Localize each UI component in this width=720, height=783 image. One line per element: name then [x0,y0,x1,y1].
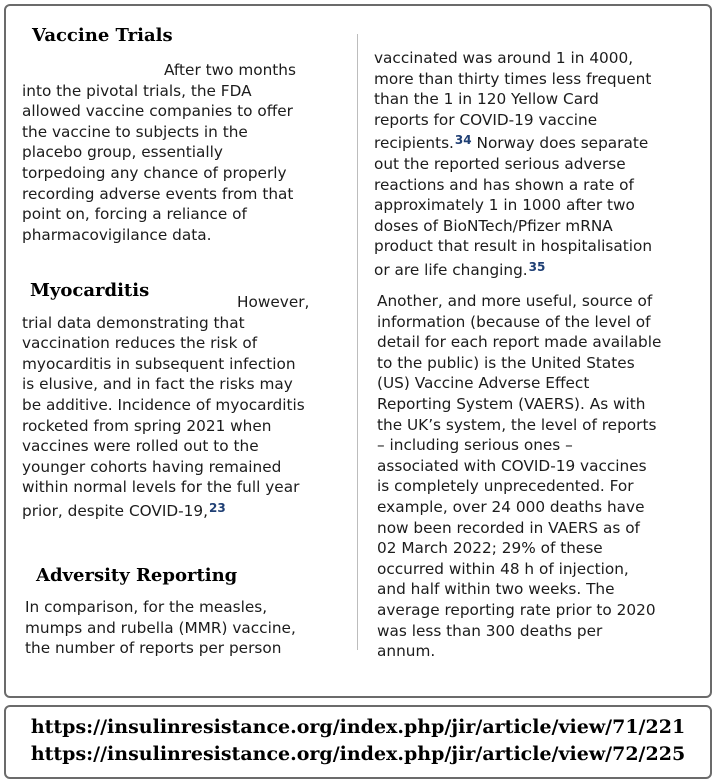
text-line: younger cohorts having remained [22,457,282,476]
reference-35-link[interactable]: 35 [528,259,546,274]
text-line: point on, forcing a reliance of [22,205,247,224]
heading-vaccine-trials: Vaccine Trials [32,25,173,46]
reference-23-link[interactable]: 23 [209,500,226,515]
text-line: now been recorded in VAERS as of [377,518,640,537]
text-line: average reporting rate prior to 2020 [377,600,656,619]
text-line: more than thirty times less frequent [374,69,652,88]
text-line: approximately 1 in 1000 after two [374,196,635,215]
text-line: occurred within 48 h of injection, [377,559,629,578]
text-line: mumps and rubella (MMR) vaccine, [25,618,296,637]
text-line: After two months [164,61,296,79]
paragraph-vaccine-trials [22,60,352,245]
text-line: the number of reports per person [25,639,282,658]
text-line: and half within two weeks. The [377,580,615,599]
text-line: out the reported serious adverse [374,154,626,173]
text-line: was less than 300 deaths per [377,621,603,640]
text-line: to the public) is the United States [377,353,635,372]
text-line: associated with COVID-19 vaccines [377,456,647,475]
text-line: the UK’s system, the level of reports [377,415,657,434]
paragraph-myocarditis [22,292,356,522]
heading-adversity-reporting: Adversity Reporting [36,565,238,586]
text-line: vaccinated was around 1 in 4000, [374,49,634,67]
text-line: doses of BioNTech/Pfizer mRNA [374,216,613,235]
text-line: than the 1 in 120 Yellow Card [374,90,599,109]
text-line: torpedoing any chance of properly [22,163,287,182]
text-line: the vaccine to subjects in the [22,122,248,141]
paragraph-adversity-reporting [25,597,355,659]
reference-34-link[interactable]: 34 [454,133,472,148]
text-line: example, over 24 000 deaths have [377,497,645,516]
text-line [374,130,704,154]
column-divider [357,34,358,650]
text-line: rocketed from spring 2021 when [22,416,272,435]
text-line: within normal levels for the full year [22,478,300,497]
source-footer [4,705,712,779]
text-line: However, [237,293,310,311]
source-url-link-1[interactable]: https://insulinresistance.org/index.php/jir/article/view/71/221 [30,716,686,738]
text-line: into the pivotal trials, the FDA [22,81,252,100]
text-line: placebo group, essentially [22,143,223,162]
text-line: recording adverse events from that [22,184,294,203]
text-line: detail for each report made available [377,333,662,352]
text-line: Reporting System (VAERS). As with [377,394,646,413]
text-line: – including serious ones – [377,436,573,455]
text-line: annum. [377,642,436,661]
text-line: be additive. Incidence of myocarditis [22,395,305,414]
text-line: reactions and has shown a rate of [374,175,634,194]
text-line: trial data demonstrating that [22,313,245,332]
text-line: information (because of the level of [377,312,651,331]
paragraph-vaers-description [377,291,707,662]
text-line: is elusive, and in fact the risks may [22,375,293,394]
text-line: Another, and more useful, source of [377,292,653,310]
text-line [22,498,356,522]
text-line: vaccination reduces the risk of [22,334,258,353]
text-line: reports for COVID-19 vaccine [374,110,598,129]
text-line: In comparison, for the measles, [25,598,268,616]
text-line: vaccines were rolled out to the [22,437,259,456]
paragraph-vaers-rates [374,48,704,281]
text-line [374,257,704,281]
heading-myocarditis: Myocarditis [30,280,150,301]
text-line: product that result in hospitalisation [374,237,653,256]
text-line: (US) Vaccine Adverse Effect [377,374,590,393]
text-line: allowed vaccine companies to offer [22,102,293,121]
text-line: is completely unprecedented. For [377,477,634,496]
text-fragment: prior, despite COVID-19, [22,501,208,520]
text-line: 02 March 2022; 29% of these [377,539,603,558]
text-fragment: or are life changing. [374,260,528,279]
text-line: myocarditis in subsequent infection [22,354,296,373]
text-fragment: recipients. [374,134,454,153]
text-fragment: Norway does separate [476,134,649,153]
source-url-link-2[interactable]: https://insulinresistance.org/index.php/jir/article/view/72/225 [30,743,686,765]
text-line: pharmacovigilance data. [22,225,212,244]
